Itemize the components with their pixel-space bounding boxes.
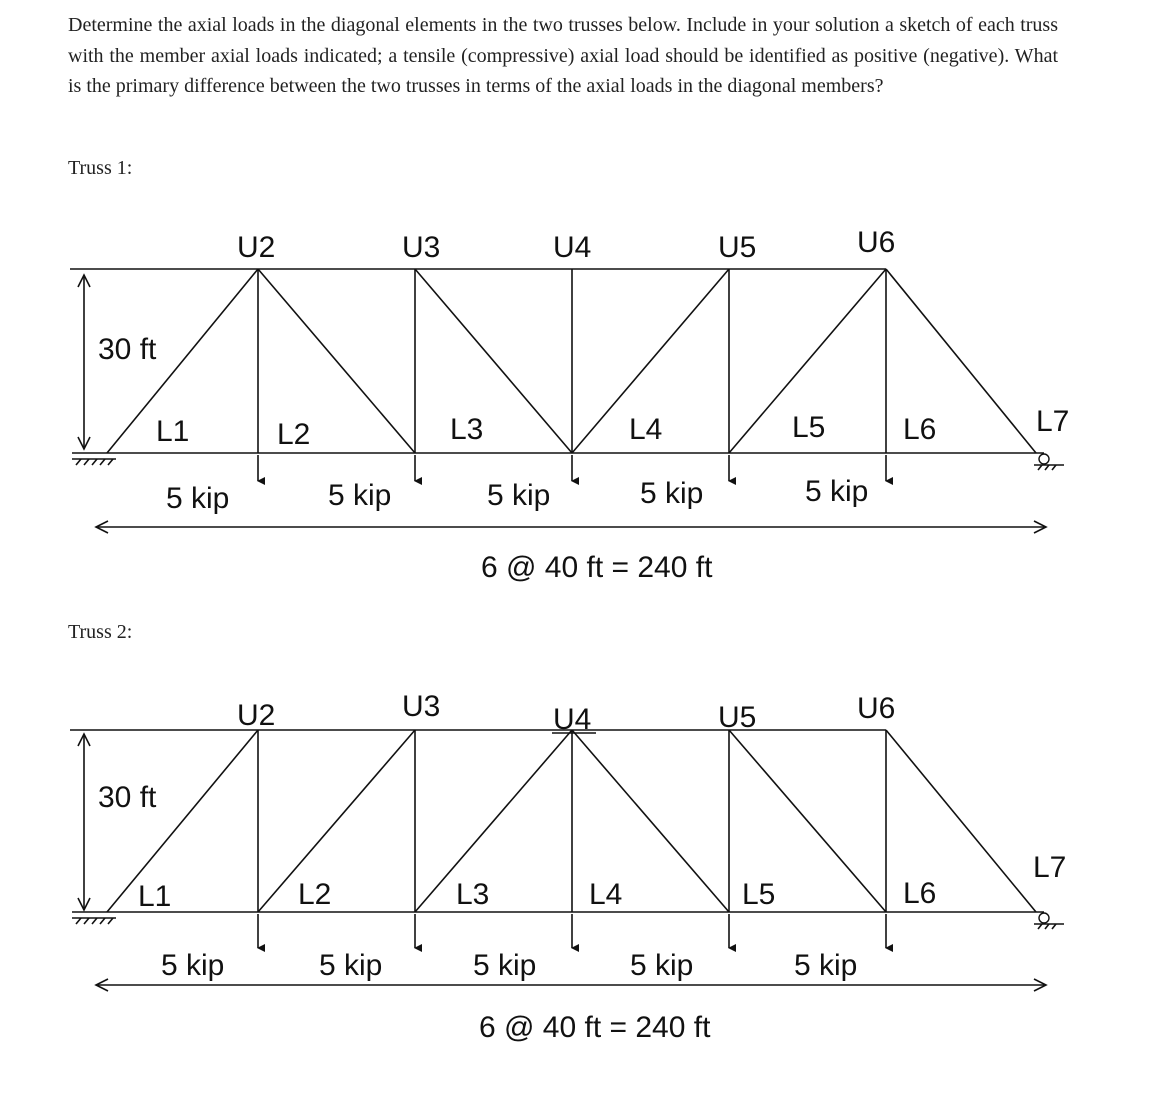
truss2-load-label-1: 5 kip <box>161 949 225 982</box>
truss1-diagram <box>70 226 1069 584</box>
truss2-node-U3: U3 <box>402 690 441 723</box>
truss2-heading: Truss 2: <box>68 621 133 643</box>
truss2-member-L1U2 <box>107 730 258 912</box>
truss1-node-L6: L6 <box>903 413 937 446</box>
truss1-node-U2: U2 <box>237 231 276 264</box>
truss2-node-U2: U2 <box>237 699 276 732</box>
truss2-load-label-5: 5 kip <box>794 949 858 982</box>
truss2-node-L4: L4 <box>589 878 623 911</box>
truss2-node-U5: U5 <box>718 701 757 734</box>
truss1-member-U3L4 <box>415 269 572 453</box>
truss2-node-L2: L2 <box>298 878 332 911</box>
truss2-load-label-4: 5 kip <box>630 949 694 982</box>
truss2-node-L7: L7 <box>1033 851 1067 884</box>
problem-statement: Determine the axial loads in the diagonal elements in the two trusses below. Include in your solution a sketch of each truss with the member axial loads indicated; a tensile (compressive) axial load should be identified as positive (negative). What is the primary difference between the two trusses in terms of the axial loads in the diagonal members? <box>68 14 1058 97</box>
truss2-node-U4: U4 <box>553 703 592 736</box>
truss2-node-L1: L1 <box>138 880 172 913</box>
truss1-node-U3: U3 <box>402 231 441 264</box>
truss1-left-support <box>72 459 116 465</box>
truss1-node-L7: L7 <box>1036 405 1070 438</box>
truss1-load-label-4: 5 kip <box>640 477 704 510</box>
truss2-load-label-3: 5 kip <box>473 949 537 982</box>
truss1-node-U4: U4 <box>553 231 592 264</box>
truss1-height-label: 30 ft <box>98 333 157 366</box>
truss2-right-support <box>1034 913 1064 929</box>
truss2-span-label: 6 @ 40 ft = 240 ft <box>479 1011 711 1044</box>
truss2-height-label: 30 ft <box>98 781 157 814</box>
truss2-member-L3U4 <box>415 730 572 912</box>
truss1-load-label-3: 5 kip <box>487 479 551 512</box>
truss1-node-U6: U6 <box>857 226 896 259</box>
truss1-node-L5: L5 <box>792 411 826 444</box>
truss2-node-U6: U6 <box>857 692 896 725</box>
truss2-node-L6: L6 <box>903 877 937 910</box>
truss1-load-label-1: 5 kip <box>166 482 230 515</box>
truss1-node-L4: L4 <box>629 413 663 446</box>
truss1-span-label: 6 @ 40 ft = 240 ft <box>481 551 713 584</box>
truss2-node-L3: L3 <box>456 878 490 911</box>
truss1-node-U5: U5 <box>718 231 757 264</box>
truss1-right-support <box>1034 454 1064 470</box>
truss1-node-L3: L3 <box>450 413 484 446</box>
truss1-heading: Truss 1: <box>68 157 133 179</box>
truss2-diagram <box>70 690 1066 1044</box>
truss2-member-L2U3 <box>258 730 415 912</box>
truss1-node-L2: L2 <box>277 418 311 451</box>
truss1-load-label-2: 5 kip <box>328 479 392 512</box>
truss1-load-label-5: 5 kip <box>805 475 869 508</box>
truss1-node-L1: L1 <box>156 415 190 448</box>
truss2-left-support <box>72 918 116 924</box>
truss2-load-label-2: 5 kip <box>319 949 383 982</box>
truss2-node-L5: L5 <box>742 878 776 911</box>
